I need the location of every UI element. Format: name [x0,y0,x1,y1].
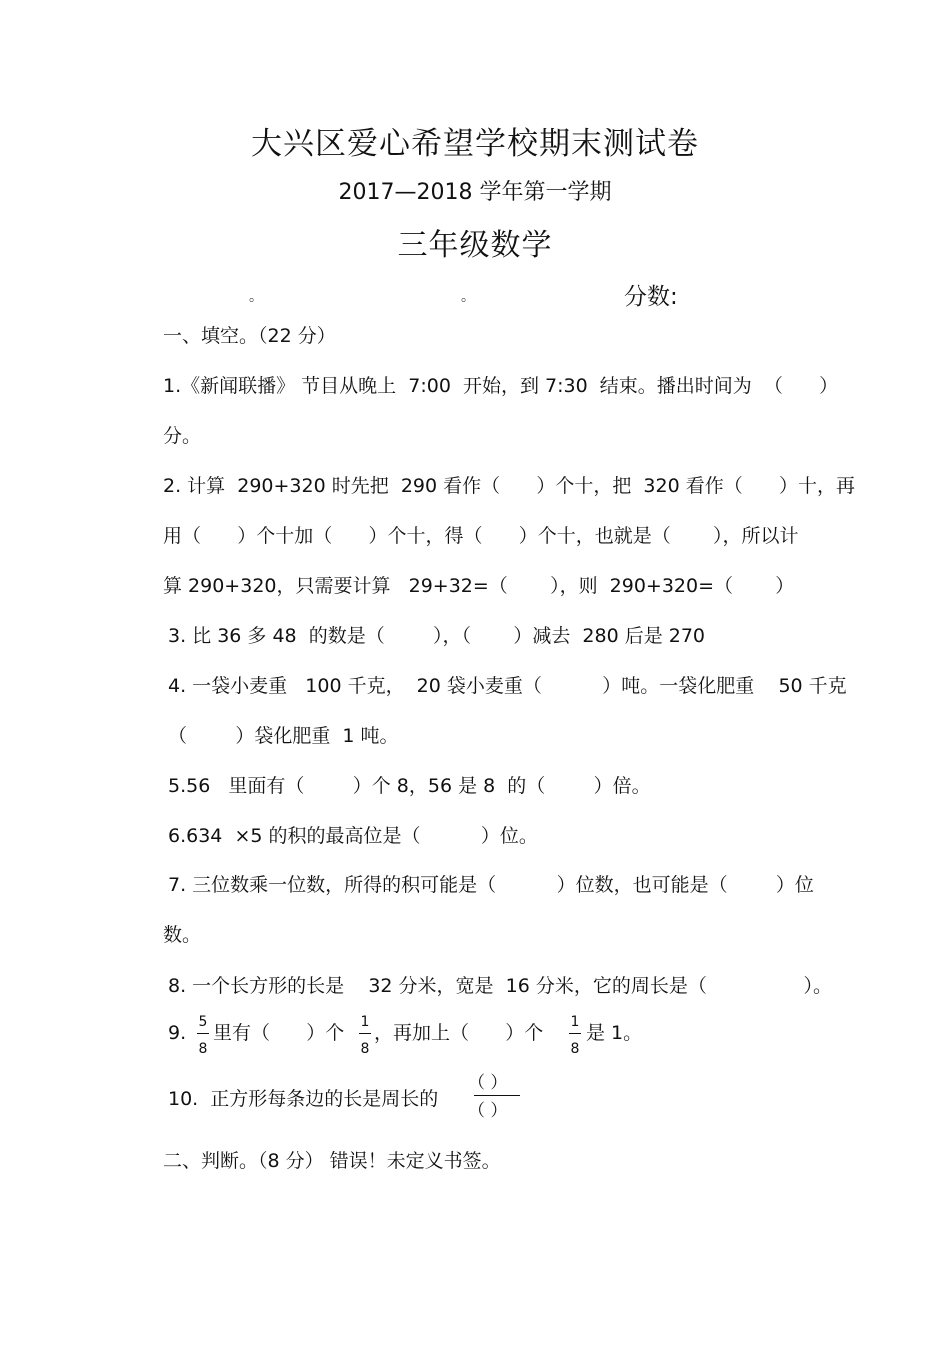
question-2-line-2: 用（ ）个十加（ ）个十，得（ ）个十，也就是（ ），所以计 [163,525,799,547]
fraction-bar [197,1033,209,1034]
fraction-denominator: （ ） [468,1101,508,1121]
blank-mark: 。 [461,289,475,305]
question-9-text: 是 1。 [586,1022,643,1044]
section-1-heading: 一、填空。（22 分） [163,325,336,347]
fraction-numerator: 1 [360,1014,370,1030]
question-6: 6.634 ×5 的积的最高位是（ ）位。 [168,825,538,847]
question-4-line-1: 4. 一袋小麦重 100 千克， 20 袋小麦重（ ）吨。一袋化肥重 50 千克 [168,675,847,697]
question-9-text: ，再加上（ ）个 [374,1022,544,1044]
question-1-line-1: 1.《新闻联播》 节目从晚上 7:00 开始，到 7:30 结束。播出时间为 （ ） [163,375,839,397]
term-title: 2017—2018 学年第一学期 [338,180,612,205]
fraction-bar [474,1095,520,1096]
question-9-text: 里有（ ）个 [213,1022,345,1044]
question-2-line-1: 2. 计算 290+320 时先把 290 看作（ ）个十，把 320 看作（ ）十，再 [163,475,855,497]
question-5: 5.56 里面有（ ）个 8，56 是 8 的（ ）倍。 [168,775,651,797]
fraction-bar [569,1033,581,1034]
question-7-line-1: 7. 三位数乘一位数，所得的积可能是（ ）位数，也可能是（ ）位 [168,874,814,896]
question-1-line-2: 分。 [163,425,202,447]
question-2-line-3: 算 290+320，只需要计算 29+32=（ ），则 290+320=（ ） [163,575,795,597]
fraction-denominator: 8 [198,1041,208,1057]
fraction-denominator: 8 [570,1041,580,1057]
score-label: 分数: [624,284,678,310]
question-8: 8. 一个长方形的长是 32 分米，宽是 16 分米，它的周长是（ ）。 [168,975,832,997]
question-4-line-2: （ ）袋化肥重 1 吨。 [168,725,399,747]
fraction-bar [359,1033,371,1034]
question-9-number: 9. [168,1022,187,1044]
fraction-numerator: 5 [198,1014,208,1030]
fraction-numerator: （ ） [468,1073,508,1093]
section-2-heading: 二、判断。（8 分） 错误！未定义书签。 [163,1150,501,1172]
question-3: 3. 比 36 多 48 的数是（ ），（ ）减去 280 后是 270 [168,625,706,647]
question-10-text: 10. 正方形每条边的长是周长的 [168,1088,439,1110]
blank-mark: 。 [249,289,263,305]
school-title: 大兴区爱心希望学校期末测试卷 [251,126,699,162]
fraction-numerator: 1 [570,1014,580,1030]
subject-title: 三年级数学 [397,228,553,263]
fraction-denominator: 8 [360,1041,370,1057]
question-7-line-2: 数。 [163,924,202,946]
